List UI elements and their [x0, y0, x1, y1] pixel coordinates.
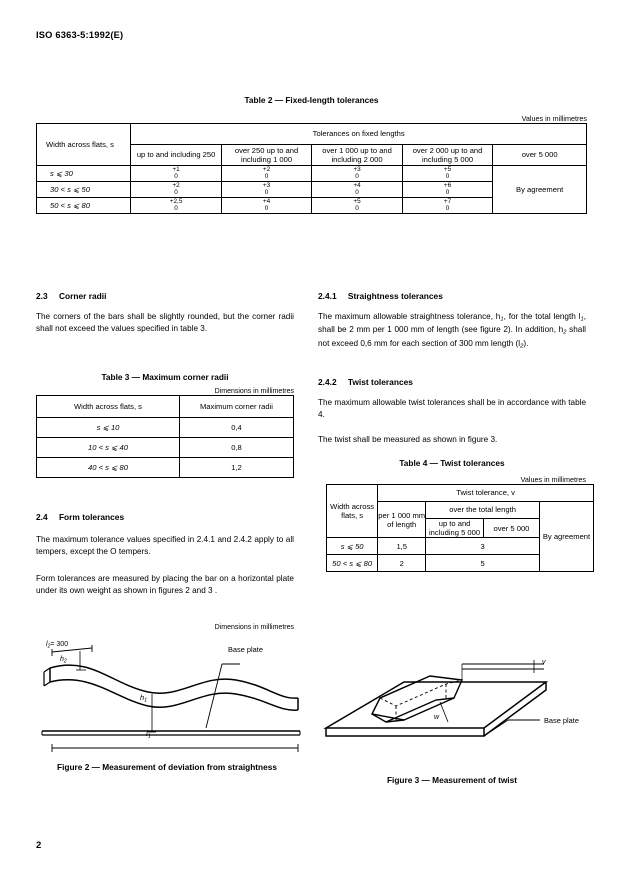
table2-header-width-label: Width across flats, s	[46, 140, 114, 149]
table4-over-total-span: over the total length	[426, 502, 540, 519]
table4-block	[318, 458, 591, 572]
document-header: ISO 6363-5:1992(E)	[36, 30, 124, 40]
section-2-4-number: 2.4	[36, 512, 48, 522]
section-2-3-heading	[36, 291, 294, 301]
figure3-svg	[312, 636, 592, 756]
section-2-4-2-heading	[318, 377, 586, 387]
table4-row0-per1000: 1,5	[378, 538, 426, 555]
table3-row2-label: 40 < s ⩽ 80	[37, 458, 180, 478]
table2-block	[36, 95, 587, 214]
section-2-4	[36, 512, 294, 597]
table2-cell-1-2: +4 0	[312, 182, 402, 198]
section-2-4-2	[318, 377, 586, 446]
table-row	[37, 124, 587, 145]
table2-row1-label: 30 < s ⩽ 50	[37, 182, 131, 198]
section-2-4-1-number: 2.4.1	[318, 291, 337, 301]
section-2-4-2-para2: The twist shall be measured as shown in figure 3.	[318, 434, 498, 444]
table4-by-agreement: By agreement	[539, 502, 593, 572]
table3-header-1: Maximum corner radii	[180, 396, 294, 418]
table2-cell-0-3: +5 0	[402, 166, 492, 182]
table-row	[37, 458, 294, 478]
table2-col-3: over 2 000 up to and including 5 000	[402, 145, 492, 166]
figure2-drawing	[30, 636, 320, 761]
table4-title: Table 4 — Twist tolerances	[399, 458, 505, 468]
table2-col-4: over 5 000	[493, 145, 587, 166]
section-2-3-title: Corner radii	[58, 291, 107, 301]
table4-row1-per1000: 2	[378, 555, 426, 572]
table2	[36, 123, 587, 214]
figure3-base-plate-label: Base plate	[544, 716, 579, 725]
table3-row1-label: 10 < s ⩽ 40	[37, 438, 180, 458]
table3-header-0: Width across flats, s	[37, 396, 180, 418]
figure2-h2-label: $h_2$	[60, 656, 67, 665]
table2-cell-1-3: +6 0	[402, 182, 492, 198]
figure3-drawing	[312, 636, 592, 756]
table4-twist-span: Twist tolerance, v	[378, 485, 594, 502]
figure2-l2-label: $l_2= 300$	[46, 641, 69, 650]
table4-header-width: Width across flats, s	[327, 485, 378, 538]
table4-col-over: over 5 000	[483, 519, 539, 538]
table2-col-0: up to and including 250	[131, 145, 221, 166]
table3-row2-value: 1,2	[180, 458, 294, 478]
figure3-caption: Figure 3 — Measurement of twist	[386, 775, 517, 785]
table2-row2-label: 50 < s ⩽ 80	[37, 198, 131, 214]
figure2-units: Dimensions in millimetres	[214, 624, 294, 631]
table2-cell-0-2: +3 0	[312, 166, 402, 182]
section-2-4-para1: The maximum tolerance values specified in 2.4.1 and 2.4.2 apply to all tempers, except the O tempers.	[36, 535, 294, 557]
section-2-4-heading	[36, 512, 294, 522]
table4	[326, 484, 594, 572]
section-2-4-1	[318, 291, 586, 351]
table3-units: Dimensions in millimetres	[214, 388, 294, 395]
section-2-4-2-number: 2.4.2	[318, 377, 337, 387]
table3	[36, 395, 294, 478]
table4-row1-upto: 5	[426, 555, 540, 572]
section-2-4-title: Form tolerances	[58, 512, 125, 522]
table3-title: Table 3 — Maximum corner radii	[101, 372, 229, 382]
section-2-4-2-title: Twist tolerances	[347, 377, 413, 387]
table3-row1-value: 0,8	[180, 438, 294, 458]
section-2-4-1-heading	[318, 291, 586, 301]
table2-cell-1-1: +3 0	[221, 182, 311, 198]
table-row	[37, 396, 294, 418]
table4-row0-upto: 3	[426, 538, 540, 555]
table2-title: Table 2 — Fixed-length tolerances	[244, 95, 379, 105]
table2-col-1: over 250 up to and including 1 000	[221, 145, 311, 166]
table4-units: Values in millimetres	[520, 475, 586, 484]
table2-cell-2-1: +4 0	[221, 198, 311, 214]
table2-cell-1-0: +2 0	[131, 182, 221, 198]
table4-col-upto: up to and including 5 000	[426, 519, 484, 538]
table-row	[37, 438, 294, 458]
section-2-3	[36, 291, 294, 336]
figure2-caption: Figure 2 — Measurement of deviation from straightness	[57, 762, 277, 772]
figure3-v-label: v	[542, 659, 546, 666]
figure2-svg	[30, 636, 320, 761]
figure3-w-label: w	[434, 714, 440, 721]
table3-block	[36, 372, 294, 478]
section-2-4-para2: Form tolerances are measured by placing the bar on a horizontal plate under its own weight as shown in figures 2 and 3 .	[36, 573, 294, 595]
figure2-base-plate-label: Base plate	[228, 645, 263, 654]
table2-cell-2-0: +2,5 0	[131, 198, 221, 214]
table2-cell-2-2: +5 0	[312, 198, 402, 214]
section-2-4-1-title: Straightness tolerances	[347, 291, 443, 301]
page-number: 2	[36, 840, 42, 851]
table4-row0-label: s ⩽ 50	[327, 538, 378, 555]
table4-row1-label: 50 < s ⩽ 80	[327, 555, 378, 572]
table-row	[37, 418, 294, 438]
table2-by-agreement: By agreement	[493, 166, 587, 214]
figure2-h1-label: $h_1$	[140, 693, 148, 704]
table2-cell-0-0: +1 0	[131, 166, 221, 182]
table-row	[327, 485, 594, 502]
table2-header-width	[37, 124, 131, 166]
table2-col-2: over 1 000 up to and including 2 000	[312, 145, 402, 166]
figure2-l1-label: $l_1$	[146, 729, 151, 740]
section-2-4-2-para1: The maximum allowable twist tolerances shall be in accordance with table 4.	[318, 398, 586, 420]
table3-row0-label: s ⩽ 10	[37, 418, 180, 438]
section-2-4-1-text: The maximum allowable straightness tolerance, $h_1$, for the total length $l_1$, shall be 2 mm per 1 000 mm of length (see figure 2). In addition, $h_2$ shall not exceed 0,6 mm for each section of 300 mm length $(l_2)$.	[318, 312, 586, 350]
table2-cell-0-1: +2 0	[221, 166, 311, 182]
table2-row0-label: s ⩽ 30	[37, 166, 131, 182]
section-2-3-text: The corners of the bars shall be slightly rounded, but the corner radii shall not exceed the values specified in table 3.	[36, 312, 294, 334]
table2-units: Values in millimetres	[521, 114, 587, 123]
table-row	[37, 166, 587, 182]
figure2-block	[36, 624, 304, 631]
table2-header-span: Tolerances on fixed lengths	[131, 124, 587, 145]
table4-col-per1000: per 1 000 mm of length	[378, 502, 426, 538]
table2-cell-2-3: +7 0	[402, 198, 492, 214]
section-2-3-number: 2.3	[36, 291, 48, 301]
table3-row0-value: 0,4	[180, 418, 294, 438]
